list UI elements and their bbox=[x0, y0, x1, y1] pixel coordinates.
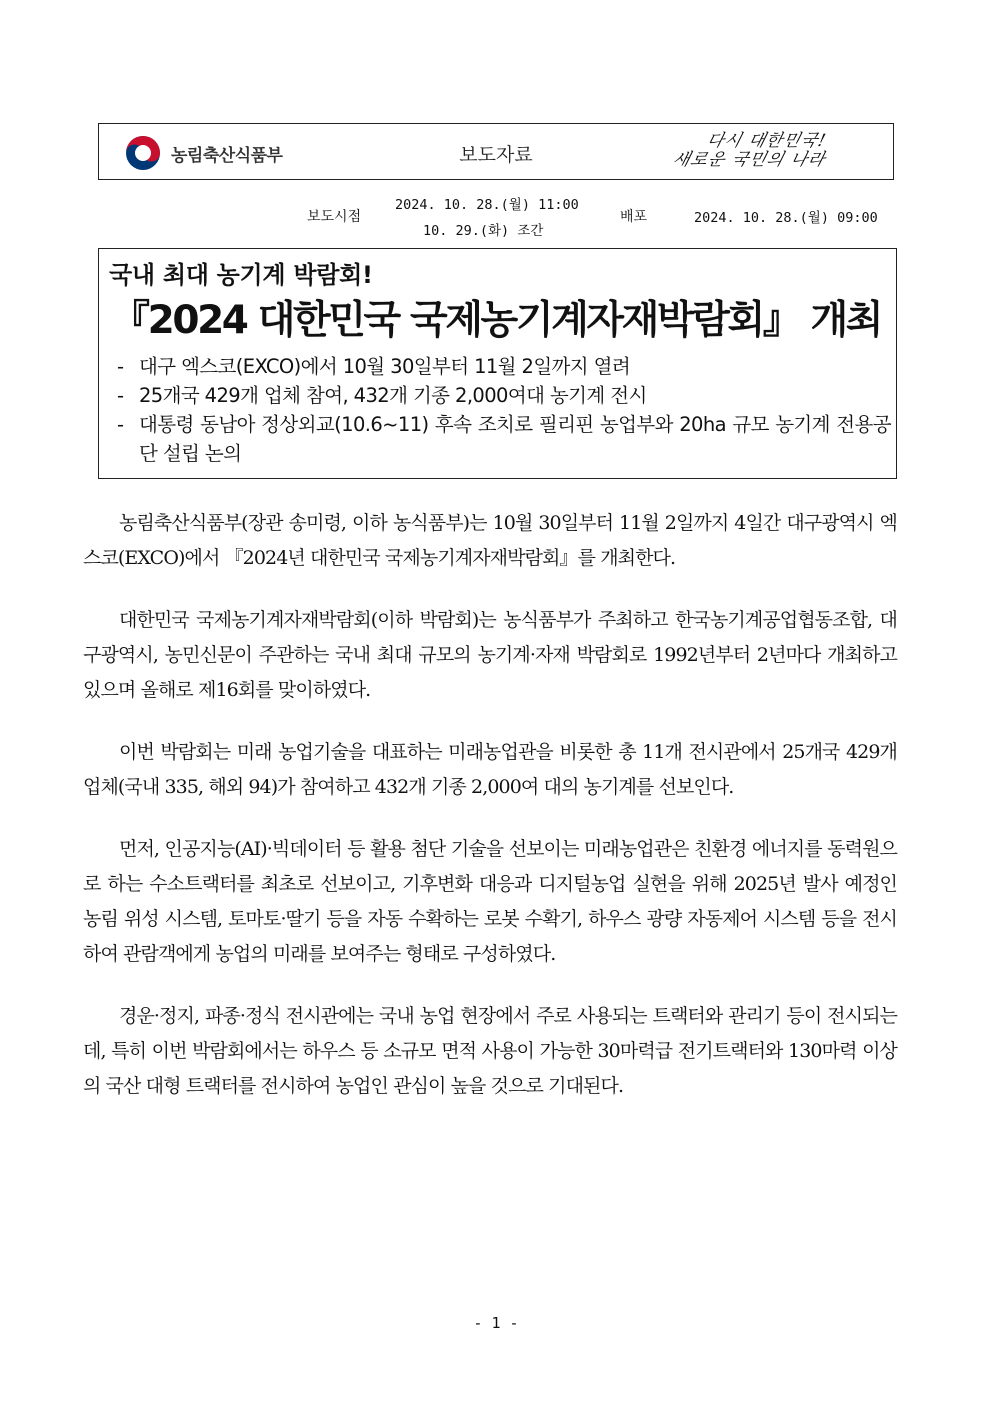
bullet-text: 대통령 동남아 정상외교(10.6~11) 후속 조치로 필리핀 농업부와 20ha 규모 농기계 전용공단 설립 논의 bbox=[139, 413, 891, 465]
release-time-line-1: 2024. 10. 28.(월) 11:00 bbox=[395, 197, 579, 213]
distribution-time: 2024. 10. 28.(월) 09:00 bbox=[694, 210, 878, 226]
bullet-dash: - bbox=[117, 384, 124, 407]
body-paragraph: 경운·정지, 파종·정식 전시관에는 국내 농업 현장에서 주로 사용되는 트랙터와 관리기 등이 전시되는데, 특히 이번 박람회에서는 하우스 등 소규모 면적 사용이 가능한 30마력급 전기트랙터와 130마력 이상의 국산 대형 트랙터를 전시하여 농업인 관심이 높을 것으로 기대된다. bbox=[83, 1005, 897, 1097]
ministry-name: 농림축산식품부 bbox=[171, 145, 283, 166]
bullet-text: 25개국 429개 업체 참여, 432개 기종 2,000여대 농기계 전시 bbox=[139, 384, 647, 407]
body-paragraph: 대한민국 국제농기계자재박람회(이하 박람회)는 농식품부가 주최하고 한국농기계공업협동조합, 대구광역시, 농민신문이 주관하는 국내 최대 규모의 농기계·자재 박람회로 1992년부터 2년마다 개최하고 있으며 올해로 제16회를 맞이하였다. bbox=[83, 609, 897, 701]
body-paragraph: 농림축산식품부(장관 송미령, 이하 농식품부)는 10월 30일부터 11월 2일까지 4일간 대구광역시 엑스코(EXCO)에서 『2024년 대한민국 국제농기계자재박람회』를 개최한다. bbox=[83, 512, 897, 569]
slogan-line-1: 다시 대한민국! bbox=[704, 131, 829, 151]
release-time bbox=[395, 192, 595, 244]
slogan-calligraphy bbox=[667, 132, 867, 172]
bullet-dash: - bbox=[117, 413, 124, 436]
press-body bbox=[83, 506, 897, 1131]
bullet-text: 대구 엑스코(EXCO)에서 10월 30일부터 11월 2일까지 열려 bbox=[139, 355, 631, 378]
headline-box bbox=[98, 248, 897, 479]
summary-bullet bbox=[117, 352, 891, 381]
summary-bullet bbox=[117, 410, 891, 468]
slogan-line-2: 새로운 국민의 나라 bbox=[670, 150, 828, 170]
headline-subtitle: 국내 최대 농기계 박람회! bbox=[109, 261, 373, 289]
body-paragraph: 이번 박람회는 미래 농업기술을 대표하는 미래농업관을 비롯한 총 11개 전시관에서 25개국 429개 업체(국내 335, 해외 94)가 참여하고 432개 기종 2,000여 대의 농기계를 선보인다. bbox=[83, 741, 897, 798]
body-paragraph: 먼저, 인공지능(AI)·빅데이터 등 활용 첨단 기술을 선보이는 미래농업관은 친환경 에너지를 동력원으로 하는 수소트랙터를 최초로 선보이고, 기후변화 대응과 디지털농업 실현을 위해 2025년 발사 예정인 농림 위성 시스템, 토마토·딸기 등을 자동 수확하는 로봇 수확기, 하우스 광량 자동제어 시스템 등을 전시하여 관람객에게 농업의 미래를 보여주는 형태로 구성하였다. bbox=[83, 838, 897, 965]
release-time-label: 보도시점 bbox=[307, 209, 362, 225]
summary-bullet bbox=[117, 381, 891, 410]
headline-title: 『2024 대한민국 국제농기계자재박람회』 개최 bbox=[111, 298, 882, 343]
press-header bbox=[98, 123, 894, 180]
page-number: - 1 - bbox=[473, 1314, 519, 1332]
doc-type-title: 보도자료 bbox=[459, 144, 533, 166]
summary-bullets bbox=[117, 352, 891, 468]
release-time-line-2: 10. 29.(화) 조간 bbox=[423, 223, 544, 239]
bullet-dash: - bbox=[117, 355, 124, 378]
distribution-label: 배포 bbox=[620, 209, 648, 225]
